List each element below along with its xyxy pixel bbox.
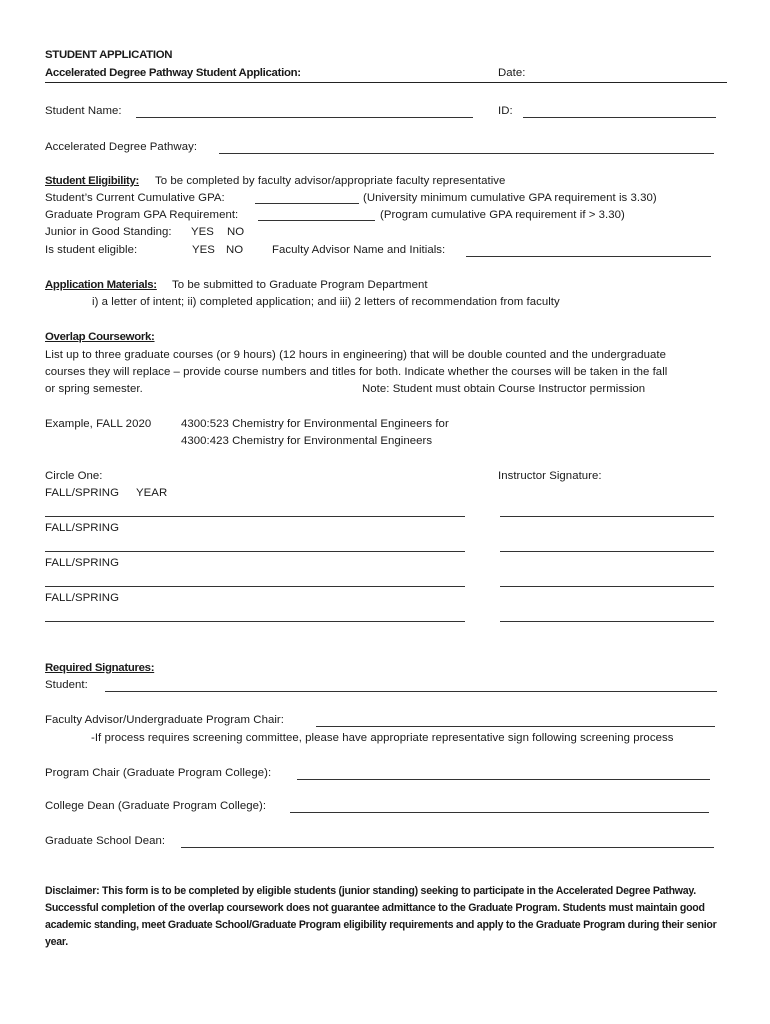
advisor-initials-label: Faculty Advisor Name and Initials: — [272, 244, 446, 256]
course-field-1[interactable] — [45, 516, 465, 517]
instructor-signature-field-2[interactable] — [500, 551, 714, 552]
materials-note: To be submitted to Graduate Program Department — [172, 279, 428, 291]
instructor-signature-field-4[interactable] — [500, 621, 714, 622]
junior-no-option[interactable]: NO — [227, 226, 245, 238]
eligibility-heading: Student Eligibility: — [45, 175, 139, 187]
instructor-signature-label: Instructor Signature: — [498, 470, 602, 482]
student-name-field[interactable] — [136, 117, 473, 118]
overlap-paragraph-line-1: List up to three graduate courses (or 9 hours) (12 hours in engineering) that will be double counted and the undergraduate — [45, 349, 666, 361]
college-dean-field[interactable] — [290, 812, 709, 813]
program-chair-label: Program Chair (Graduate Program College): — [45, 767, 272, 779]
term-option-4[interactable]: FALL/SPRING — [45, 592, 119, 604]
advisor-signature-field[interactable] — [316, 726, 715, 727]
eligible-label: Is student eligible: — [45, 244, 138, 256]
advisor-signature-label: Faculty Advisor/Undergraduate Program Chair: — [45, 714, 284, 726]
college-dean-label: College Dean (Graduate Program College): — [45, 800, 267, 812]
eligible-no-option[interactable]: NO — [226, 244, 244, 256]
example-undergrad-course: 4300:423 Chemistry for Environmental Engineers — [181, 435, 433, 447]
term-option-2[interactable]: FALL/SPRING — [45, 522, 119, 534]
gpa-label: Student’s Current Cumulative GPA: — [45, 192, 225, 204]
grad-gpa-field[interactable] — [258, 220, 375, 221]
course-field-3[interactable] — [45, 586, 465, 587]
gpa-note: (University minimum cumulative GPA requirement is 3.30) — [363, 192, 657, 204]
student-signature-field[interactable] — [105, 691, 717, 692]
date-label: Date: — [498, 67, 526, 79]
pathway-field[interactable] — [219, 153, 714, 154]
student-signature-label: Student: — [45, 679, 88, 691]
signatures-heading: Required Signatures: — [45, 662, 155, 674]
disclaimer-text: Disclaimer: This form is to be completed by eligible students (junior standing) seeking to participate in the Accelerated Degree Pathway. Successful completion of the overlap coursework does not guarantee admittance to the Graduate Program. Students must maintain good academic standing, meet Graduate School/Graduate Program eligibility requirements and apply to the Graduate Program during their senior year. — [45, 885, 717, 948]
student-name-label: Student Name: — [45, 105, 122, 117]
pathway-label: Accelerated Degree Pathway: — [45, 141, 198, 153]
header-divider — [45, 82, 727, 83]
overlap-paragraph-line-3: or spring semester. — [45, 383, 143, 395]
junior-label: Junior in Good Standing: — [45, 226, 172, 238]
instructor-permission-note: Note: Student must obtain Course Instructor permission — [362, 383, 646, 395]
advisor-initials-field[interactable] — [466, 256, 711, 257]
year-label: YEAR — [136, 487, 168, 499]
materials-items: i) a letter of intent; ii) completed application; and iii) 2 letters of recommendation from faculty — [92, 296, 560, 308]
example-graduate-course: 4300:523 Chemistry for Environmental Engineers for — [181, 418, 449, 430]
grad-gpa-note: (Program cumulative GPA requirement if > 3.30) — [380, 209, 625, 221]
instructor-signature-field-1[interactable] — [500, 516, 714, 517]
term-option-1[interactable]: FALL/SPRING — [45, 487, 119, 499]
id-label: ID: — [498, 105, 513, 117]
instructor-signature-field-3[interactable] — [500, 586, 714, 587]
grad-dean-label: Graduate School Dean: — [45, 835, 166, 847]
form-title: STUDENT APPLICATION — [45, 49, 173, 61]
materials-heading: Application Materials: — [45, 279, 157, 291]
junior-yes-option[interactable]: YES — [191, 226, 214, 238]
circle-one-label: Circle One: — [45, 470, 103, 482]
course-field-2[interactable] — [45, 551, 465, 552]
course-field-4[interactable] — [45, 621, 465, 622]
eligible-yes-option[interactable]: YES — [192, 244, 215, 256]
term-option-3[interactable]: FALL/SPRING — [45, 557, 119, 569]
overlap-heading: Overlap Coursework: — [45, 331, 155, 343]
grad-gpa-label: Graduate Program GPA Requirement: — [45, 209, 239, 221]
gpa-field[interactable] — [255, 203, 359, 204]
program-chair-field[interactable] — [297, 779, 710, 780]
overlap-paragraph-line-2: courses they will replace – provide course numbers and titles for both. Indicate whether the courses will be taken in the fall — [45, 366, 668, 378]
eligibility-note: To be completed by faculty advisor/appropriate faculty representative — [155, 175, 506, 187]
example-label: Example, FALL 2020 — [45, 418, 152, 430]
grad-dean-field[interactable] — [181, 847, 714, 848]
id-field[interactable] — [523, 117, 716, 118]
screening-note: -If process requires screening committee, please have appropriate representative sign following screening process — [91, 732, 674, 744]
form-subtitle: Accelerated Degree Pathway Student Application: — [45, 67, 301, 79]
